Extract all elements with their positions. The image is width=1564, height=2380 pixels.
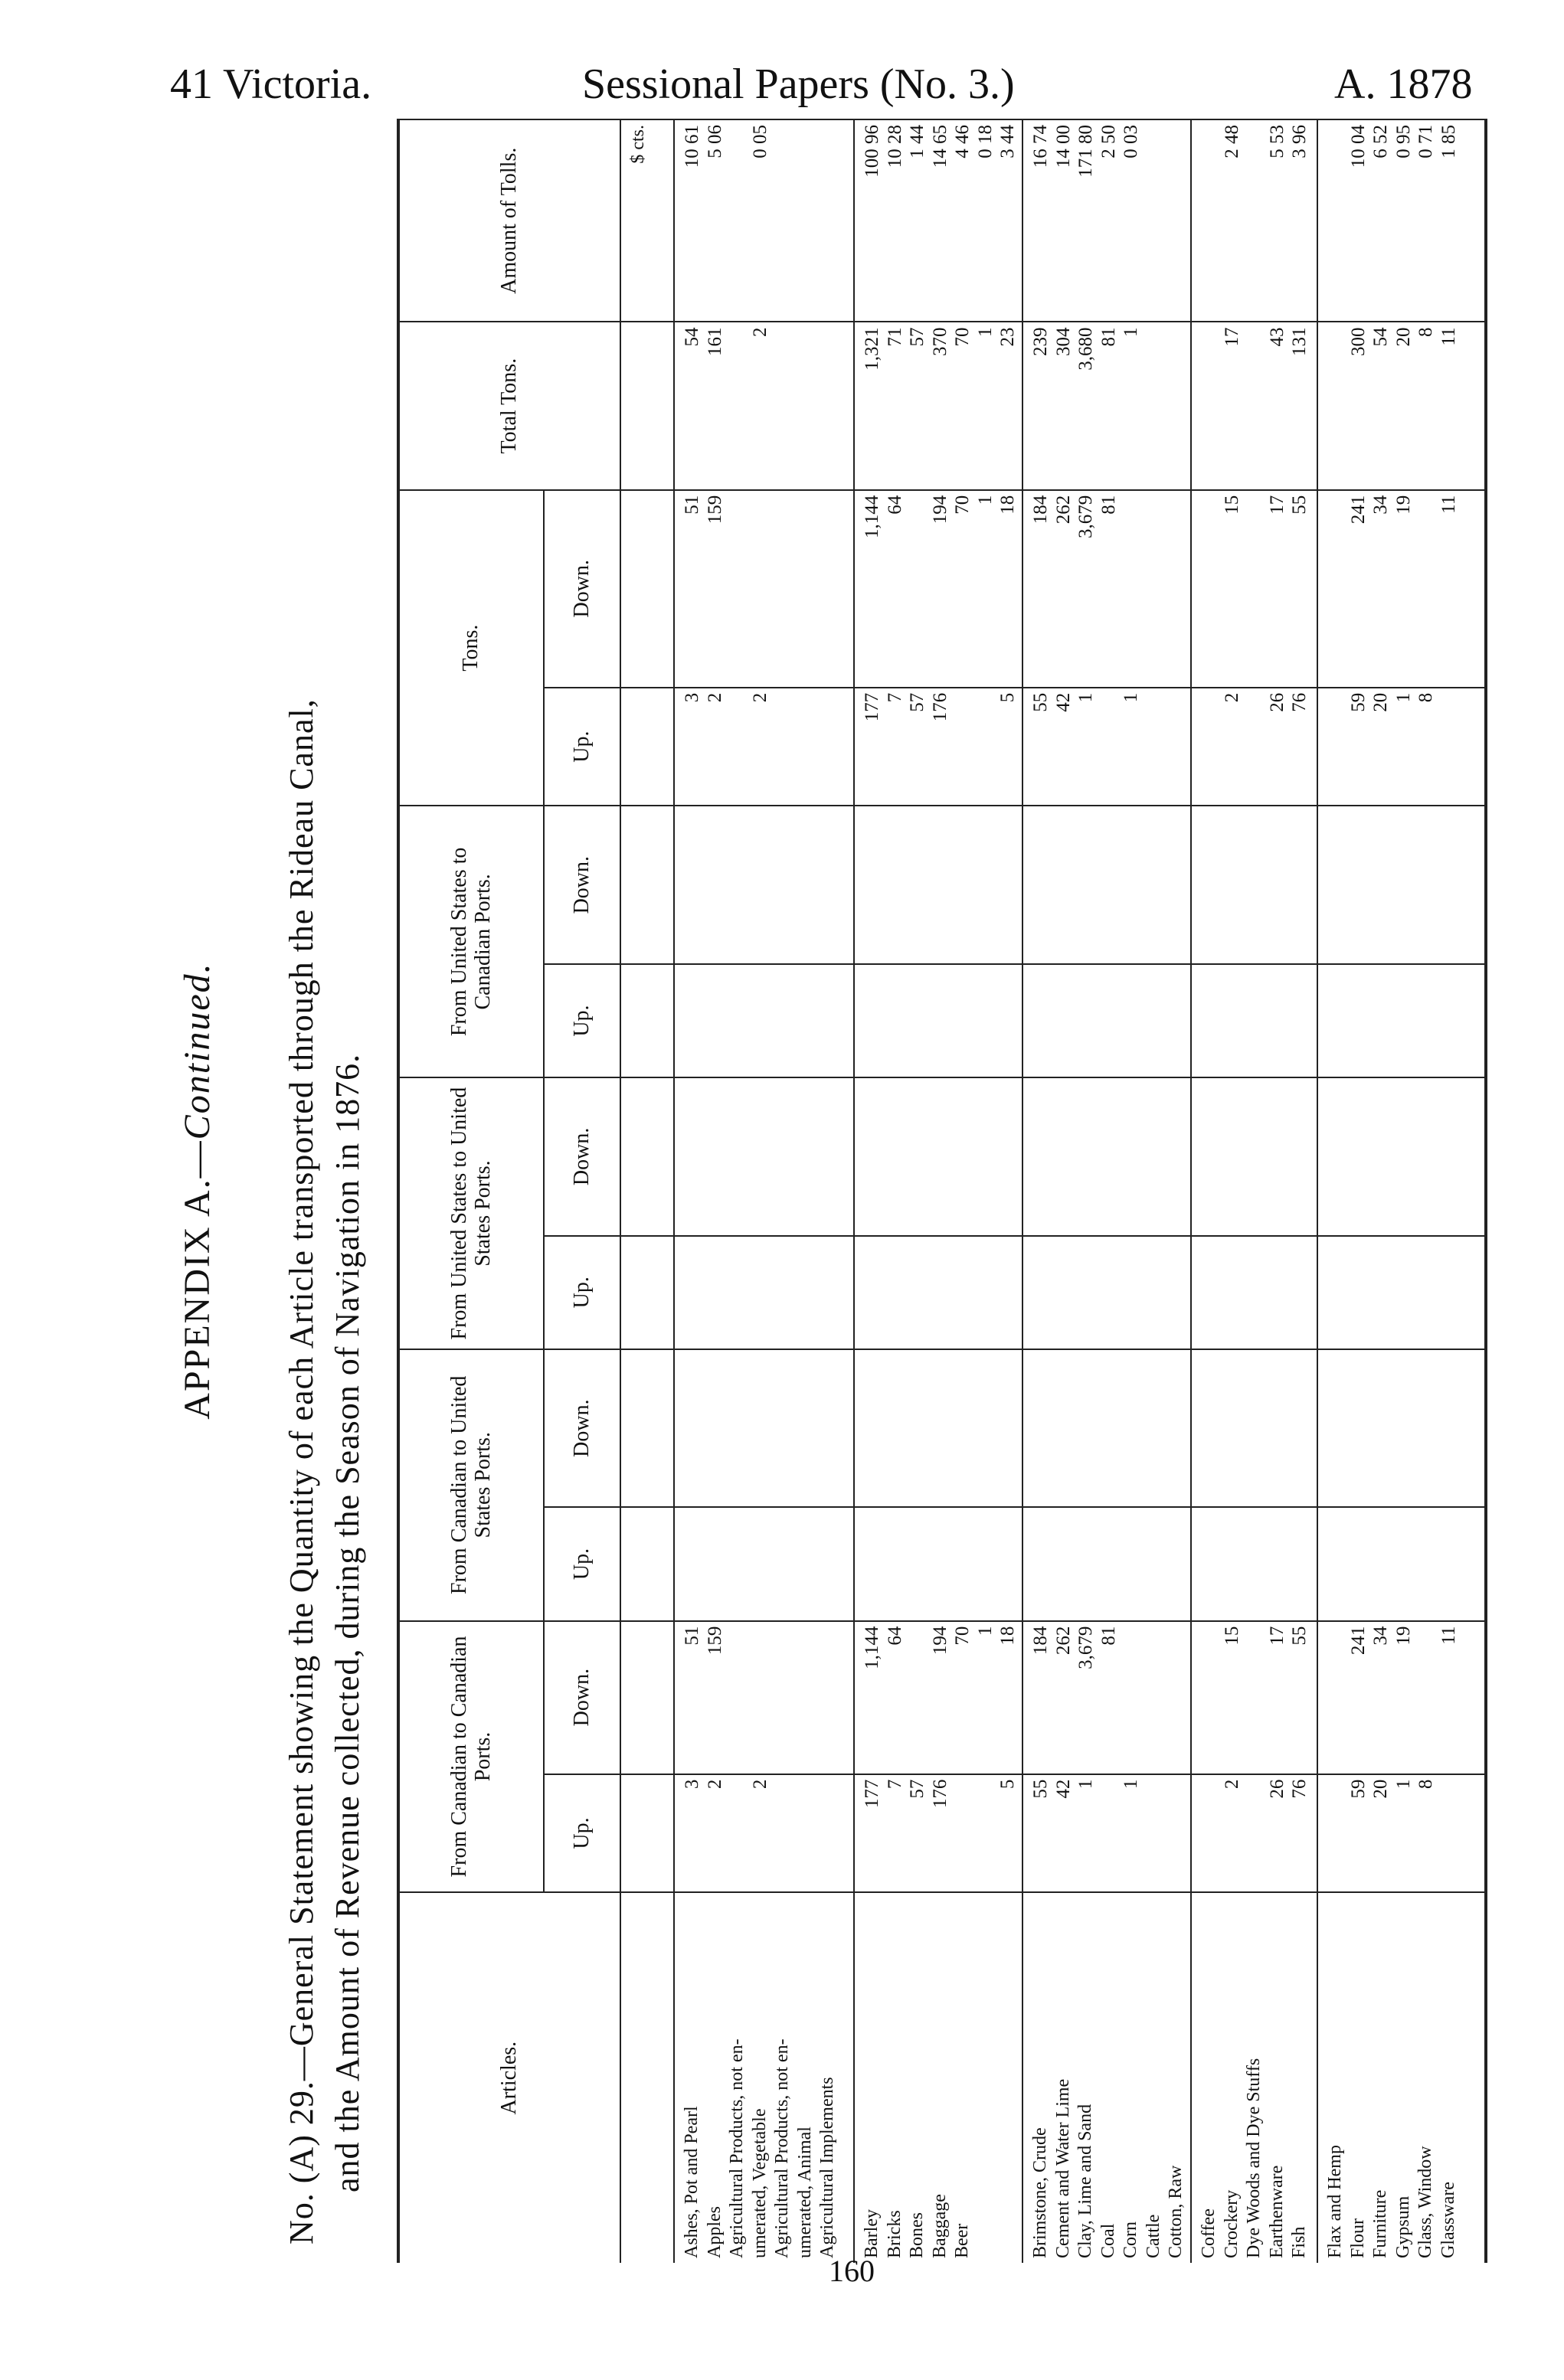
cc-down-cell: 241 34 19 11 [1317, 1621, 1486, 1774]
tons-up-cell: 3 2 2 [674, 688, 854, 806]
cc-up-cell: 3 2 2 [674, 1774, 854, 1893]
tolls-cell: 10 61 5 06 0 05 [674, 119, 854, 322]
group-articles: Barley Bricks Bones Baggage Beer [854, 1892, 1022, 2263]
col-tons-down: Down. [544, 490, 620, 688]
cc-down-cell: 184 262 3,679 81 [1022, 1621, 1191, 1774]
tons-up-cell: 2 26 76 [1191, 688, 1317, 806]
col-cc-down: Down. [544, 1621, 620, 1774]
tons-down-cell: 241 34 19 11 [1317, 490, 1486, 688]
table-row-group [1317, 119, 1486, 2263]
total-tons-cell: 300 54 20 8 11 [1317, 322, 1486, 489]
statement-table [397, 119, 1487, 2263]
total-tons-cell: 239 304 3,680 81 1 [1022, 322, 1191, 489]
group-articles: Flax and Hemp Flour Furniture Gypsum Glass, Window Glassware [1317, 1892, 1486, 2263]
cc-up-cell: 2 26 76 [1191, 1774, 1317, 1893]
tolls-cell: 10 04 6 52 0 95 0 71 1 85 [1317, 119, 1486, 322]
table-row-group [674, 119, 854, 2263]
tons-up-cell: 55 42 1 1 [1022, 688, 1191, 806]
appendix-heading: APPENDIX A.—Continued. [177, 962, 218, 1420]
col-us-to-us: From United States to United States Ports. [398, 1077, 544, 1349]
col-total-tons: Total Tons. [398, 322, 620, 489]
col-uc-down: Down. [544, 806, 620, 964]
total-tons-cell: 17 43 131 [1191, 322, 1317, 489]
table-row-group [1191, 119, 1317, 2263]
total-tons-cell: 1,321 71 57 370 70 1 23 [854, 322, 1022, 489]
cc-down-cell: 1,144 64 194 70 1 18 [854, 1621, 1022, 1774]
cc-up-cell: 59 20 1 8 [1317, 1774, 1486, 1893]
tolls-cell: 16 74 14 00 171 80 2 50 0 03 [1022, 119, 1191, 322]
tons-up-cell: 59 20 1 8 [1317, 688, 1486, 806]
tolls-units: $ cts. [620, 119, 674, 322]
tolls-cell: 2 48 5 53 3 96 [1191, 119, 1317, 322]
tons-down-cell: 15 17 55 [1191, 490, 1317, 688]
table-row-group [1022, 119, 1191, 2263]
col-uc-up: Up. [544, 964, 620, 1077]
tolls-cell: 100 96 10 28 1 44 14 65 4 46 0 18 3 44 [854, 119, 1022, 322]
col-tons-up: Up. [544, 688, 620, 806]
table-row-group [854, 119, 1022, 2263]
group-articles: Brimstone, Crude Cement and Water Lime Clay, Lime and Sand Coal Corn Cattle Cotton, Raw [1022, 1892, 1191, 2263]
tons-up-cell: 177 7 57 176 5 [854, 688, 1022, 806]
col-us-to-canadian: From United States to Canadian Ports. [398, 806, 544, 1078]
table-title-line-2: and the Amount of Revenue collected, during the Season of Navigation in 1876. [329, 1053, 366, 2192]
col-uu-down: Down. [544, 1077, 620, 1235]
col-uu-up: Up. [544, 1236, 620, 1349]
col-cc-up: Up. [544, 1774, 620, 1893]
col-tons: Tons. [398, 490, 544, 806]
col-cu-down: Down. [544, 1349, 620, 1507]
col-articles: Articles. [398, 1892, 620, 2263]
table-title-line-1: No. (A) 29.—General Statement showing the Quantity of each Article transported through the Rideau Canal, [283, 698, 320, 2244]
header-year: A. 1878 [1334, 60, 1473, 108]
group-articles: Ashes, Pot and Pearl Apples Agricultural Products, not en- umerated, Vegetable Agricultural Products, not en- umerated, Animal Agricultural Implements [674, 1892, 854, 2263]
header-papers: Sessional Papers (No. 3.) [582, 60, 1015, 108]
col-canadian-to-canadian: From Canadian to Canadian Ports. [398, 1621, 544, 1893]
group-articles: Coffee Crockery Dye Woods and Dye Stuffs Earthenware Fish [1191, 1892, 1317, 2263]
cc-up-cell: 177 7 57 176 5 [854, 1774, 1022, 1893]
col-cu-up: Up. [544, 1507, 620, 1620]
col-canadian-to-us: From Canadian to United States Ports. [398, 1349, 544, 1621]
tons-down-cell: 1,144 64 194 70 1 18 [854, 490, 1022, 688]
cc-down-cell: 15 17 55 [1191, 1621, 1317, 1774]
cc-up-cell: 55 42 1 1 [1022, 1774, 1191, 1893]
tons-down-cell: 184 262 3,679 81 [1022, 490, 1191, 688]
cc-down-cell: 51 159 [674, 1621, 854, 1774]
total-tons-cell: 54 161 2 [674, 322, 854, 489]
col-amount-of-tolls: Amount of Tolls. [398, 119, 620, 322]
rotated-table-page [167, 119, 1500, 2263]
page-number: 160 [829, 2254, 875, 2288]
header-session: 41 Victoria. [170, 60, 372, 108]
tons-down-cell: 51 159 [674, 490, 854, 688]
